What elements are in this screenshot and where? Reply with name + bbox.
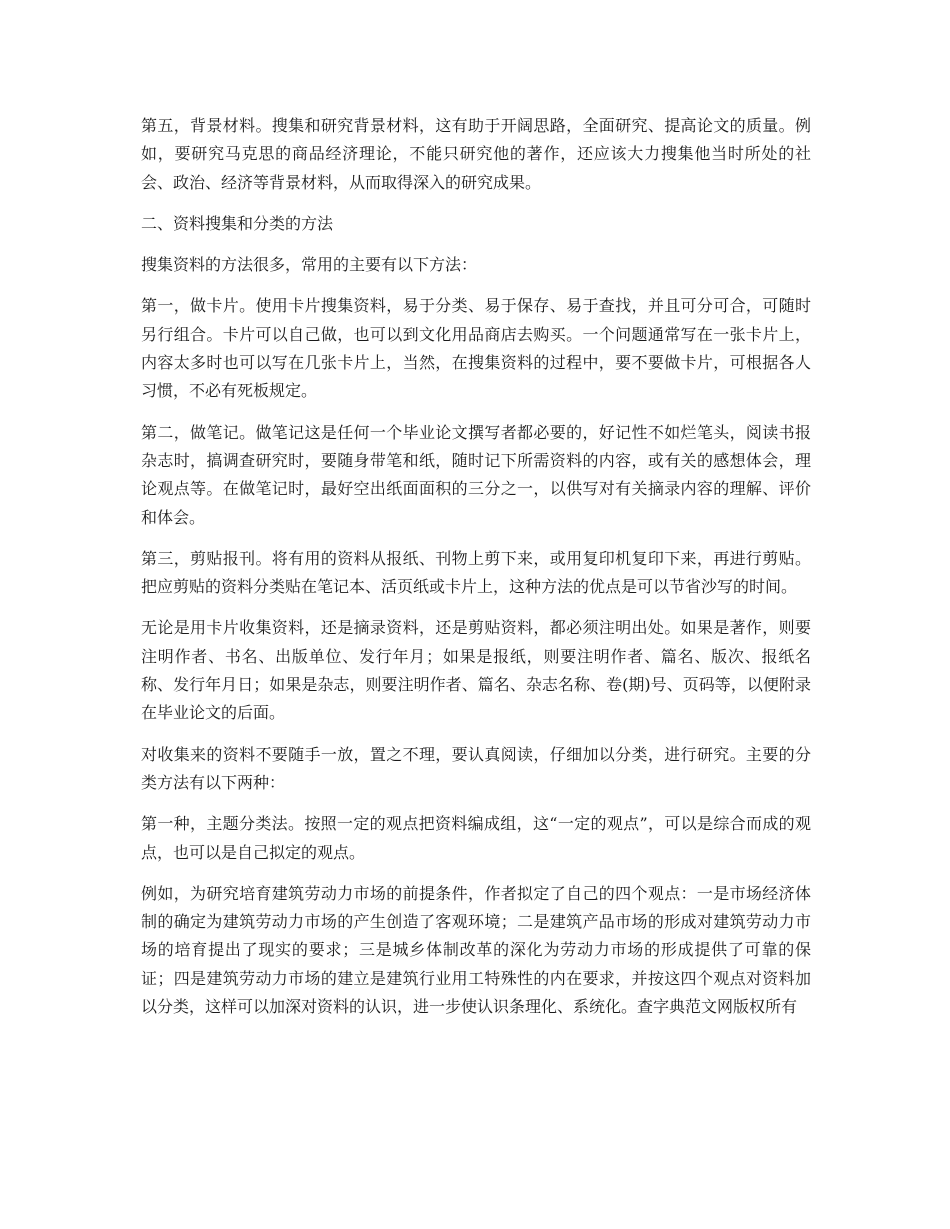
section-heading-collection-methods: 二、资料搜集和分类的方法 [141,213,334,233]
paragraph-classification-intro: 对收集来的资料不要随手一放，置之不理，要认真阅读，仔细加以分类，进行研究。主要的分类方法有以下两种： [141,744,811,792]
paragraph-method-clippings: 第三，剪贴报刊。将有用的资料从报纸、刊物上剪下来，或用复印机复印下来，再进行剪贴。把应剪贴的资料分类贴在笔记本、活页纸或卡片上，这种方法的优点是可以节省沙写的时间。 [141,548,811,597]
paragraph-methods-intro: 搜集资料的方法很多，常用的主要有以下方法： [141,255,478,275]
document-body [141,112,811,1034]
paragraph-method-cards: 第一，做卡片。使用卡片搜集资料，易于分类、易于保存、易于查找，并且可分可合，可随时另行组合。卡片可以自己做，也可以到文化用品商店去购买。一个问题通常写在一张卡片上，内容太多时也可以写在几张卡片上，当然，在搜集资料的过程中，要不要做卡片，可根据各人习惯，不必有死板规定。 [141,296,811,401]
paragraph-background-materials: 第五，背景材料。搜集和研究背景材料，这有助于开阔思路，全面研究、提高论文的质量。例如，要研究马克思的商品经济理论，不能只研究他的著作，还应该大力搜集他当时所处的社会、政治、经济等背景材料，从而取得深入的研究成果。 [141,116,811,192]
paragraph-topic-classification: 第一种，主题分类法。按照一定的观点把资料编成组，这“一定的观点”，可以是综合而成的观点，也可以是自己拟定的观点。 [141,814,811,862]
paragraph-cite-sources: 无论是用卡片收集资料，还是摘录资料，还是剪贴资料，都必须注明出处。如果是著作，则要注明作者、书名、出版单位、发行年月；如果是报纸，则要注明作者、篇名、版次、报纸名称、发行年月日；如果是杂志，则要注明作者、篇名、杂志名称、卷(期)号、页码等，以便附录在毕业论文的后面。 [141,618,811,723]
paragraph-method-notes: 第二，做笔记。做笔记这是任何一个毕业论文撰写者都必要的，好记性不如烂笔头，阅读书报杂志时，搞调查研究时，要随身带笔和纸，随时记下所需资料的内容，或有关的感想体会，理论观点等。在做笔记时，最好空出纸面面积的三分之一，以供写对有关摘录内容的理解、评价和体会。 [141,422,811,527]
paragraph-example: 例如，为研究培育建筑劳动力市场的前提条件，作者拟定了自己的四个观点：一是市场经济体制的确定为建筑劳动力市场的产生创造了客观环境；二是建筑产品市场的形成对建筑劳动力市场的培育提出了现实的要求；三是城乡体制改革的深化为劳动力市场的形成提供了可靠的保证；四是建筑劳动力市场的建立是建筑行业用工特殊性的内在要求，并按这四个观点对资料加以分类，这样可以加深对资料的认识，进一步使认识条理化、系统化。查字典范文网版权所有 [141,883,811,1017]
